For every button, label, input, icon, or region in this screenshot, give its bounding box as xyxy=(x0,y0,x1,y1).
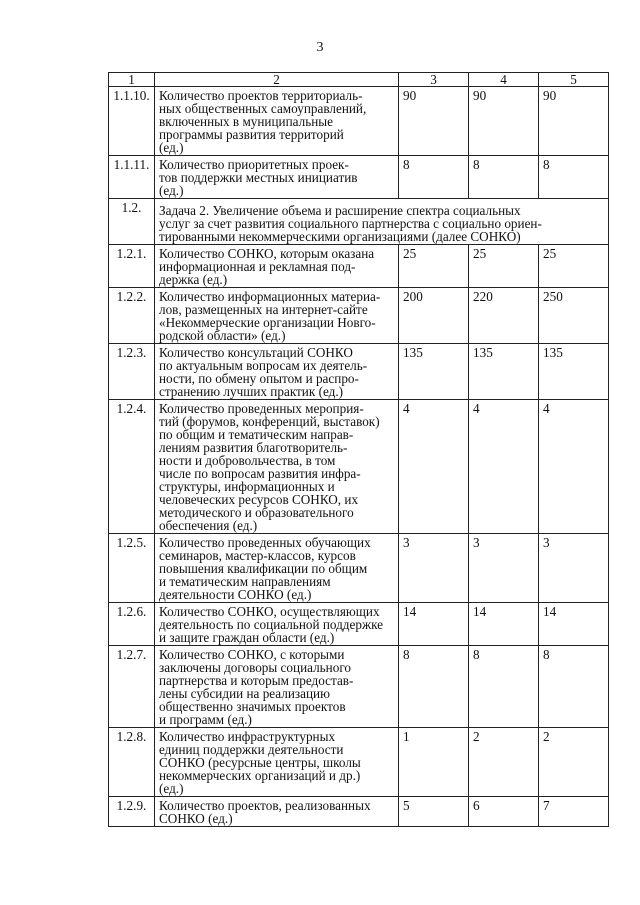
value-col-3: 4 xyxy=(399,400,469,534)
value-col-4: 6 xyxy=(469,797,539,827)
header-cell-4: 4 xyxy=(469,73,539,87)
value-col-4: 14 xyxy=(469,603,539,646)
indicator-name: Количество проектов, реализованных СОНКО (ед.) xyxy=(155,797,399,827)
indicator-name: Количество проведенных мероприя- тий (форумов, конференций, выставок) по общим и тематическим направ- лениям развития благотворитель- ности и добровольчества, в том числе по вопросам развития инфра- структуры, информационных и человеческих ресурсов СОНКО, их методического и образовательного обеспечения (ед.) xyxy=(155,400,399,534)
indicator-name: Количество приоритетных проек- тов поддержки местных инициатив (ед.) xyxy=(155,156,399,199)
value-col-4: 2 xyxy=(469,728,539,797)
row-number: 1.2.9. xyxy=(109,797,155,827)
table-row xyxy=(109,400,609,534)
header-cell-1: 1 xyxy=(109,73,155,87)
indicator-name: Количество инфраструктурных единиц поддержки деятельности СОНКО (ресурсные центры, школы некоммерческих организаций и др.) (ед.) xyxy=(155,728,399,797)
table-row xyxy=(109,245,609,288)
value-col-5: 25 xyxy=(539,245,609,288)
header-cell-5: 5 xyxy=(539,73,609,87)
value-col-5: 8 xyxy=(539,156,609,199)
value-col-5: 8 xyxy=(539,646,609,728)
value-col-4: 135 xyxy=(469,344,539,400)
value-col-4: 8 xyxy=(469,646,539,728)
value-col-3: 25 xyxy=(399,245,469,288)
value-col-5: 3 xyxy=(539,534,609,603)
table-row xyxy=(109,646,609,728)
value-col-3: 14 xyxy=(399,603,469,646)
value-col-5: 90 xyxy=(539,87,609,156)
indicator-name: Количество информационных материа- лов, размещенных на интернет-сайте «Некоммерческие организации Новго- родской области» (ед.) xyxy=(155,288,399,344)
table-row xyxy=(109,288,609,344)
value-col-4: 4 xyxy=(469,400,539,534)
value-col-3: 135 xyxy=(399,344,469,400)
task-title: Задача 2. Увеличение объема и расширение спектра социальных услуг за счет развития социального партнерства с социально ориен- тированными некоммерческими организациями (далее СОНКО) xyxy=(155,199,609,245)
row-number: 1.2.8. xyxy=(109,728,155,797)
value-col-3: 5 xyxy=(399,797,469,827)
row-number: 1.2.7. xyxy=(109,646,155,728)
value-col-5: 14 xyxy=(539,603,609,646)
table-row xyxy=(109,728,609,797)
indicators-table xyxy=(108,72,609,827)
row-number: 1.2.3. xyxy=(109,344,155,400)
row-number: 1.2. xyxy=(109,199,155,245)
header-cell-3: 3 xyxy=(399,73,469,87)
row-number: 1.2.6. xyxy=(109,603,155,646)
indicator-name: Количество консультаций СОНКО по актуальным вопросам их деятель- ности, по обмену опытом и распро- странению лучших практик (ед.) xyxy=(155,344,399,400)
table-header-row xyxy=(109,73,609,87)
value-col-4: 3 xyxy=(469,534,539,603)
table-row xyxy=(109,87,609,156)
table-row xyxy=(109,603,609,646)
table-row xyxy=(109,156,609,199)
value-col-3: 3 xyxy=(399,534,469,603)
value-col-3: 200 xyxy=(399,288,469,344)
indicator-name: Количество СОНКО, которым оказана информационная и рекламная под- держка (ед.) xyxy=(155,245,399,288)
value-col-5: 250 xyxy=(539,288,609,344)
row-number: 1.2.4. xyxy=(109,400,155,534)
table-row xyxy=(109,534,609,603)
indicator-name: Количество СОНКО, осуществляющих деятельность по социальной поддержке и защите граждан области (ед.) xyxy=(155,603,399,646)
value-col-5: 7 xyxy=(539,797,609,827)
value-col-4: 8 xyxy=(469,156,539,199)
value-col-4: 25 xyxy=(469,245,539,288)
value-col-5: 4 xyxy=(539,400,609,534)
value-col-3: 8 xyxy=(399,646,469,728)
header-cell-2: 2 xyxy=(155,73,399,87)
indicator-name: Количество проектов территориаль- ных общественных самоуправлений, включенных в муниципальные программы развития территорий (ед.) xyxy=(155,87,399,156)
value-col-5: 2 xyxy=(539,728,609,797)
value-col-4: 90 xyxy=(469,87,539,156)
indicator-name: Количество проведенных обучающих семинаров, мастер-классов, курсов повышения квалификации по общим и тематическим направлениям деятельности СОНКО (ед.) xyxy=(155,534,399,603)
row-number: 1.2.2. xyxy=(109,288,155,344)
table-row xyxy=(109,344,609,400)
value-col-4: 220 xyxy=(469,288,539,344)
value-col-3: 1 xyxy=(399,728,469,797)
value-col-3: 90 xyxy=(399,87,469,156)
row-number: 1.1.11. xyxy=(109,156,155,199)
row-number: 1.2.1. xyxy=(109,245,155,288)
indicator-name: Количество СОНКО, с которыми заключены договоры социального партнерства и которым предостав- лены субсидии на реализацию общественно значимых проектов и программ (ед.) xyxy=(155,646,399,728)
row-number: 1.1.10. xyxy=(109,87,155,156)
page-number: 3 xyxy=(316,40,324,55)
table-row xyxy=(109,797,609,827)
value-col-5: 135 xyxy=(539,344,609,400)
row-number: 1.2.5. xyxy=(109,534,155,603)
table-row xyxy=(109,199,609,245)
value-col-3: 8 xyxy=(399,156,469,199)
